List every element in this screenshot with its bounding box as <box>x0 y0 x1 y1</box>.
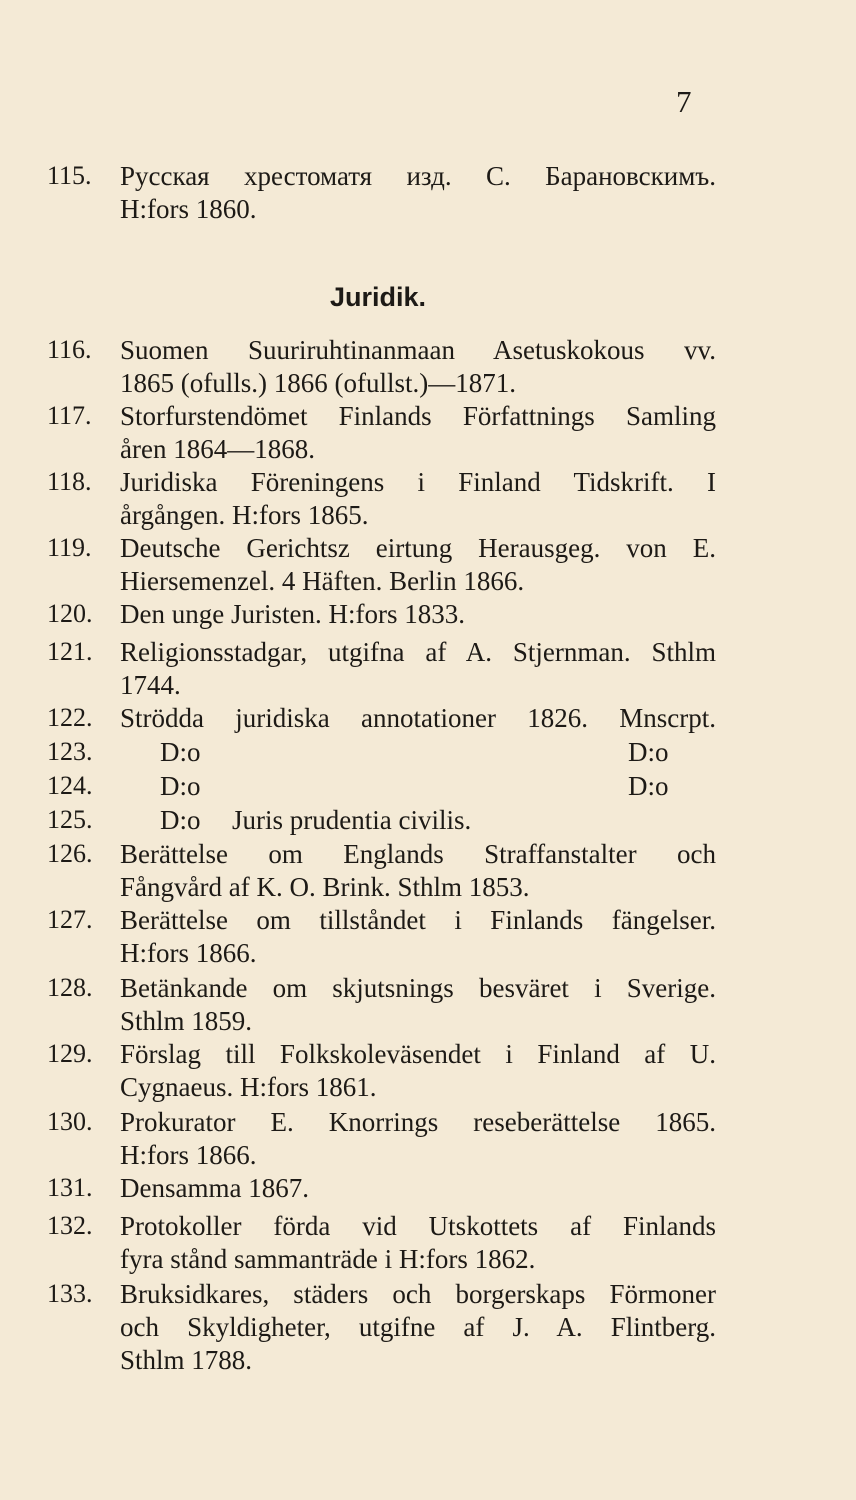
entry-number: 126. <box>47 839 93 868</box>
entry-number: 119. <box>47 533 92 562</box>
entry-number: 127. <box>47 905 93 934</box>
entry-number: 130. <box>47 1107 93 1136</box>
ditto-mark: D:o <box>160 805 201 835</box>
entry-line: Deutsche Gerichtsz eirtung Herausgeg. von E. <box>120 533 716 563</box>
entry-number: 121. <box>47 637 93 666</box>
entry-number: 123. <box>47 737 93 766</box>
entry-line: Förslag till Folkskoleväsendet i Finland af U. <box>120 1039 716 1069</box>
entry-line: Protokoller förda vid Utskottets af Finlands <box>120 1211 716 1241</box>
entry-line: Sthlm 1788. <box>120 1345 253 1375</box>
entry-number: 132. <box>47 1211 93 1240</box>
entry-number: 117. <box>47 401 92 430</box>
ditto-mark: D:o <box>628 771 669 801</box>
entry-line: Русская хрестоматя изд. С. Барановскимъ. <box>120 161 716 191</box>
entry-line: åren 1864—1868. <box>120 434 315 464</box>
entry-number: 131. <box>47 1173 93 1202</box>
ditto-mark: D:o <box>160 737 201 767</box>
entry-line: Berättelse om tillståndet i Finlands fängelser. <box>120 905 716 935</box>
entry-line: och Skyldigheter, utgifne af J. A. Flintberg. <box>120 1312 716 1342</box>
entry-line: Strödda juridiska annotationer 1826. Mnscrpt. <box>120 703 716 733</box>
entry-line: Juridiska Föreningens i Finland Tidskrift. I <box>120 467 716 497</box>
entry-line: Hiersemenzel. 4 Häften. Berlin 1866. <box>120 566 525 596</box>
entry-line: årgången. H:fors 1865. <box>120 500 369 530</box>
entry-number: 122. <box>47 703 93 732</box>
entry-line: Suomen Suuriruhtinanmaan Asetuskokous vv. <box>120 335 716 365</box>
entry-line: 1744. <box>120 670 181 700</box>
ditto-mark: D:o <box>160 771 201 801</box>
entry-number: 133. <box>47 1279 93 1308</box>
entry-number: 128. <box>47 973 93 1002</box>
entry-line: Densamma 1867. <box>120 1173 309 1203</box>
entry-number: 124. <box>47 771 93 800</box>
entry-line: Cygnaeus. H:fors 1861. <box>120 1072 377 1102</box>
entry-number: 116. <box>47 335 92 364</box>
entry-line: Storfurstendömet Finlands Författnings Samling <box>120 401 716 431</box>
entry-line: Bruksidkares, städers och borgerskaps Förmoner <box>120 1279 716 1309</box>
entry-line: Juris prudentia civilis. <box>232 805 472 835</box>
entry-number: 125. <box>47 805 93 834</box>
entry-line: H:fors 1860. <box>120 194 257 224</box>
entry-line: Betänkande om skjutsnings besväret i Sverige. <box>120 973 716 1003</box>
entry-line: Berättelse om Englands Straffanstalter och <box>120 839 716 869</box>
page-number: 7 <box>676 84 692 119</box>
entry-line: Religionsstadgar, utgifna af A. Stjernman. Sthlm <box>120 637 716 667</box>
entry-line: H:fors 1866. <box>120 938 257 968</box>
entry-number: 120. <box>47 599 93 628</box>
entry-line: fyra stånd sammanträde i H:fors 1862. <box>120 1244 536 1274</box>
entry-line: Prokurator E. Knorrings reseberättelse 1865. <box>120 1107 716 1137</box>
entry-line: 1865 (ofulls.) 1866 (ofullst.)—1871. <box>120 368 516 398</box>
entry-number: 118. <box>47 467 92 496</box>
entry-number: 115. <box>47 161 92 190</box>
entry-line: Den unge Juristen. H:fors 1833. <box>120 599 465 629</box>
entry-line: Fångvård af K. O. Brink. Sthlm 1853. <box>120 872 530 902</box>
entry-line: Sthlm 1859. <box>120 1006 253 1036</box>
ditto-mark: D:o <box>628 737 669 767</box>
entry-line: H:fors 1866. <box>120 1140 257 1170</box>
section-heading: Juridik. <box>330 282 427 312</box>
entry-number: 129. <box>47 1039 93 1068</box>
